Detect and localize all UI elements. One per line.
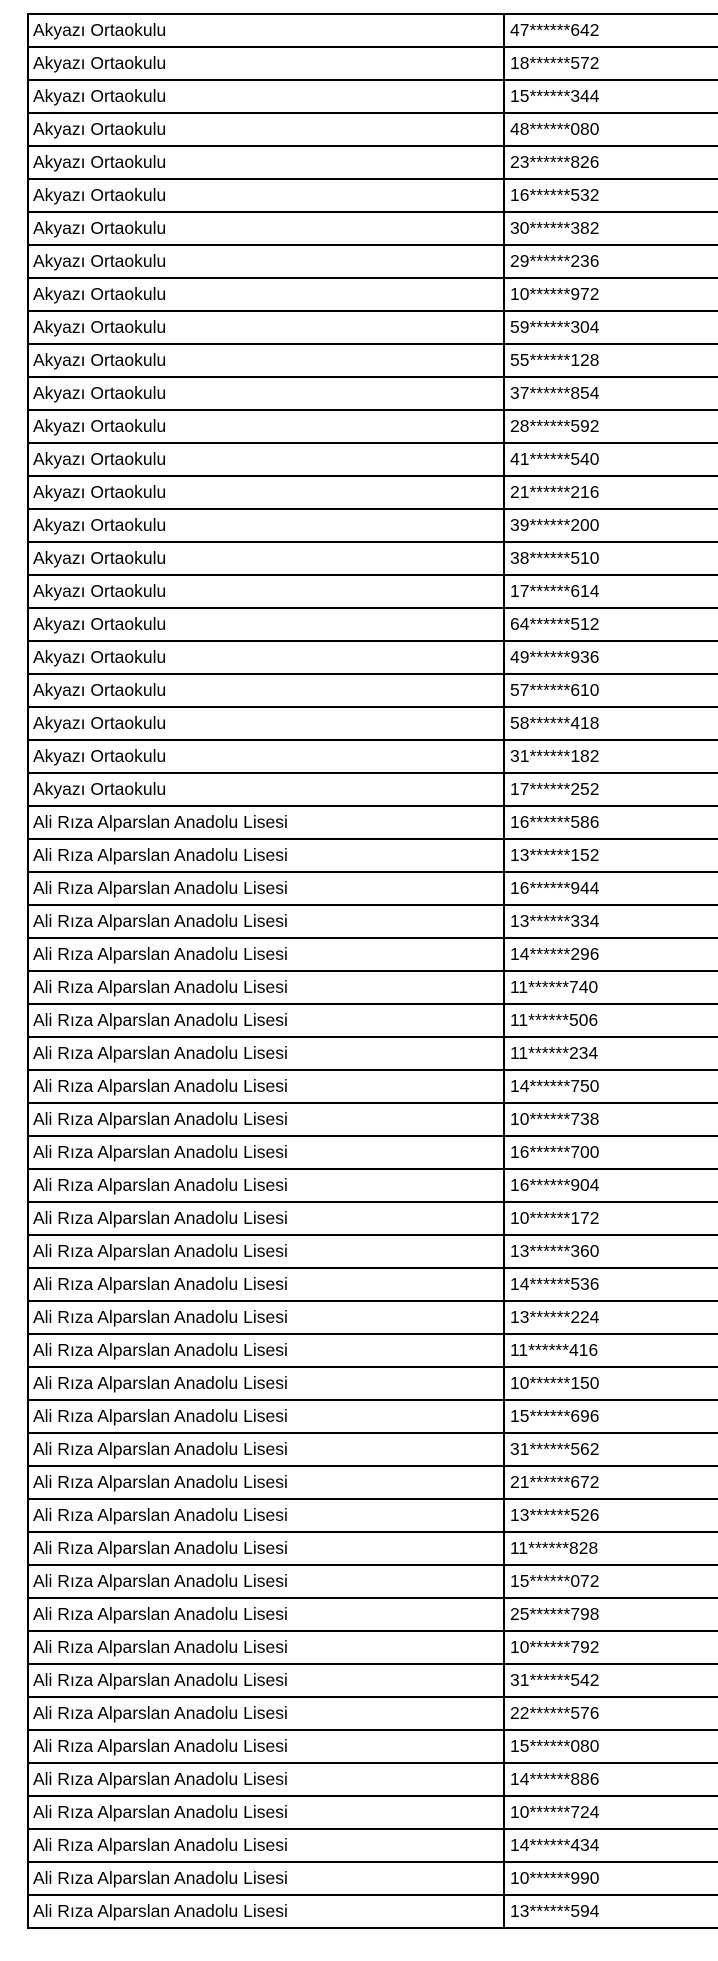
school-name-cell: Akyazı Ortaokulu <box>28 707 504 740</box>
masked-id-cell: 17******252 <box>504 773 718 806</box>
table-row <box>28 1664 718 1697</box>
school-name-cell: Akyazı Ortaokulu <box>28 641 504 674</box>
masked-id-cell: 14******434 <box>504 1829 718 1862</box>
school-name-cell: Akyazı Ortaokulu <box>28 146 504 179</box>
masked-id-cell: 10******990 <box>504 1862 718 1895</box>
table-row <box>28 1499 718 1532</box>
school-name-cell: Akyazı Ortaokulu <box>28 674 504 707</box>
table-body <box>28 14 718 1928</box>
table-row <box>28 146 718 179</box>
masked-id-cell: 14******750 <box>504 1070 718 1103</box>
masked-id-cell: 14******536 <box>504 1268 718 1301</box>
masked-id-cell: 11******506 <box>504 1004 718 1037</box>
table-row <box>28 839 718 872</box>
masked-id-cell: 10******172 <box>504 1202 718 1235</box>
table-row <box>28 1796 718 1829</box>
school-name-cell: Akyazı Ortaokulu <box>28 212 504 245</box>
table-row <box>28 1037 718 1070</box>
masked-id-cell: 15******072 <box>504 1565 718 1598</box>
masked-id-cell: 15******080 <box>504 1730 718 1763</box>
masked-id-cell: 16******904 <box>504 1169 718 1202</box>
masked-id-cell: 15******696 <box>504 1400 718 1433</box>
masked-id-cell: 55******128 <box>504 344 718 377</box>
school-name-cell: Ali Rıza Alparslan Anadolu Lisesi <box>28 1202 504 1235</box>
masked-id-cell: 28******592 <box>504 410 718 443</box>
masked-id-cell: 11******234 <box>504 1037 718 1070</box>
school-name-cell: Ali Rıza Alparslan Anadolu Lisesi <box>28 905 504 938</box>
school-name-cell: Ali Rıza Alparslan Anadolu Lisesi <box>28 1730 504 1763</box>
masked-id-cell: 16******944 <box>504 872 718 905</box>
table-row <box>28 410 718 443</box>
table-row <box>28 80 718 113</box>
table-row <box>28 1532 718 1565</box>
table-row <box>28 1829 718 1862</box>
masked-id-cell: 31******542 <box>504 1664 718 1697</box>
masked-id-cell: 41******540 <box>504 443 718 476</box>
school-name-cell: Akyazı Ortaokulu <box>28 740 504 773</box>
masked-id-cell: 29******236 <box>504 245 718 278</box>
table-row <box>28 1235 718 1268</box>
school-name-cell: Ali Rıza Alparslan Anadolu Lisesi <box>28 1796 504 1829</box>
masked-id-cell: 10******792 <box>504 1631 718 1664</box>
school-name-cell: Ali Rıza Alparslan Anadolu Lisesi <box>28 1631 504 1664</box>
table-row <box>28 14 718 47</box>
masked-id-cell: 16******586 <box>504 806 718 839</box>
masked-id-cell: 13******526 <box>504 1499 718 1532</box>
school-name-cell: Ali Rıza Alparslan Anadolu Lisesi <box>28 872 504 905</box>
masked-id-cell: 25******798 <box>504 1598 718 1631</box>
table-row <box>28 1136 718 1169</box>
table-row <box>28 1268 718 1301</box>
table-row <box>28 905 718 938</box>
table-row <box>28 212 718 245</box>
school-name-cell: Akyazı Ortaokulu <box>28 278 504 311</box>
school-name-cell: Ali Rıza Alparslan Anadolu Lisesi <box>28 1532 504 1565</box>
school-name-cell: Akyazı Ortaokulu <box>28 179 504 212</box>
school-name-cell: Akyazı Ortaokulu <box>28 245 504 278</box>
table-row <box>28 344 718 377</box>
table-row <box>28 1598 718 1631</box>
school-id-table <box>27 13 718 1929</box>
table-row <box>28 1004 718 1037</box>
table-row <box>28 773 718 806</box>
masked-id-cell: 16******532 <box>504 179 718 212</box>
table-row <box>28 608 718 641</box>
masked-id-cell: 47******642 <box>504 14 718 47</box>
table-row <box>28 1730 718 1763</box>
table-row <box>28 1070 718 1103</box>
table-row <box>28 47 718 80</box>
school-name-cell: Ali Rıza Alparslan Anadolu Lisesi <box>28 1070 504 1103</box>
masked-id-cell: 10******150 <box>504 1367 718 1400</box>
table-row <box>28 179 718 212</box>
masked-id-cell: 18******572 <box>504 47 718 80</box>
table-row <box>28 1631 718 1664</box>
table-row <box>28 641 718 674</box>
school-name-cell: Ali Rıza Alparslan Anadolu Lisesi <box>28 1169 504 1202</box>
table-row <box>28 377 718 410</box>
table-row <box>28 113 718 146</box>
masked-id-cell: 31******562 <box>504 1433 718 1466</box>
table-row <box>28 740 718 773</box>
school-name-cell: Ali Rıza Alparslan Anadolu Lisesi <box>28 1598 504 1631</box>
masked-id-cell: 14******886 <box>504 1763 718 1796</box>
masked-id-cell: 21******672 <box>504 1466 718 1499</box>
table-row <box>28 1400 718 1433</box>
table-row <box>28 278 718 311</box>
table-row <box>28 707 718 740</box>
school-name-cell: Ali Rıza Alparslan Anadolu Lisesi <box>28 1301 504 1334</box>
masked-id-cell: 10******738 <box>504 1103 718 1136</box>
school-name-cell: Ali Rıza Alparslan Anadolu Lisesi <box>28 1268 504 1301</box>
school-name-cell: Ali Rıza Alparslan Anadolu Lisesi <box>28 1103 504 1136</box>
school-name-cell: Ali Rıza Alparslan Anadolu Lisesi <box>28 1235 504 1268</box>
school-name-cell: Akyazı Ortaokulu <box>28 14 504 47</box>
masked-id-cell: 11******828 <box>504 1532 718 1565</box>
masked-id-cell: 58******418 <box>504 707 718 740</box>
masked-id-cell: 64******512 <box>504 608 718 641</box>
school-name-cell: Akyazı Ortaokulu <box>28 311 504 344</box>
school-name-cell: Akyazı Ortaokulu <box>28 608 504 641</box>
table-row <box>28 1565 718 1598</box>
masked-id-cell: 49******936 <box>504 641 718 674</box>
masked-id-cell: 23******826 <box>504 146 718 179</box>
table-row <box>28 872 718 905</box>
masked-id-cell: 14******296 <box>504 938 718 971</box>
table-row <box>28 806 718 839</box>
school-name-cell: Akyazı Ortaokulu <box>28 773 504 806</box>
masked-id-cell: 13******152 <box>504 839 718 872</box>
table-row <box>28 1862 718 1895</box>
table-row <box>28 509 718 542</box>
school-name-cell: Ali Rıza Alparslan Anadolu Lisesi <box>28 1565 504 1598</box>
masked-id-cell: 22******576 <box>504 1697 718 1730</box>
masked-id-cell: 57******610 <box>504 674 718 707</box>
table-row <box>28 542 718 575</box>
table-row <box>28 674 718 707</box>
table-row <box>28 971 718 1004</box>
school-name-cell: Akyazı Ortaokulu <box>28 410 504 443</box>
school-name-cell: Ali Rıza Alparslan Anadolu Lisesi <box>28 1334 504 1367</box>
school-name-cell: Akyazı Ortaokulu <box>28 476 504 509</box>
school-name-cell: Ali Rıza Alparslan Anadolu Lisesi <box>28 839 504 872</box>
school-name-cell: Akyazı Ortaokulu <box>28 575 504 608</box>
masked-id-cell: 37******854 <box>504 377 718 410</box>
school-name-cell: Akyazı Ortaokulu <box>28 80 504 113</box>
table-row <box>28 1763 718 1796</box>
school-name-cell: Akyazı Ortaokulu <box>28 377 504 410</box>
school-name-cell: Ali Rıza Alparslan Anadolu Lisesi <box>28 1895 504 1928</box>
school-name-cell: Ali Rıza Alparslan Anadolu Lisesi <box>28 1829 504 1862</box>
school-name-cell: Akyazı Ortaokulu <box>28 542 504 575</box>
school-name-cell: Ali Rıza Alparslan Anadolu Lisesi <box>28 1697 504 1730</box>
masked-id-cell: 10******724 <box>504 1796 718 1829</box>
table-row <box>28 1103 718 1136</box>
school-name-cell: Akyazı Ortaokulu <box>28 47 504 80</box>
school-name-cell: Ali Rıza Alparslan Anadolu Lisesi <box>28 1763 504 1796</box>
table-row <box>28 245 718 278</box>
table-row <box>28 1433 718 1466</box>
school-name-cell: Akyazı Ortaokulu <box>28 113 504 146</box>
school-name-cell: Akyazı Ortaokulu <box>28 443 504 476</box>
table-row <box>28 443 718 476</box>
school-name-cell: Ali Rıza Alparslan Anadolu Lisesi <box>28 1499 504 1532</box>
school-name-cell: Ali Rıza Alparslan Anadolu Lisesi <box>28 1466 504 1499</box>
table-row <box>28 311 718 344</box>
school-name-cell: Ali Rıza Alparslan Anadolu Lisesi <box>28 1433 504 1466</box>
school-name-cell: Ali Rıza Alparslan Anadolu Lisesi <box>28 806 504 839</box>
school-name-cell: Ali Rıza Alparslan Anadolu Lisesi <box>28 971 504 1004</box>
table-row <box>28 1466 718 1499</box>
masked-id-cell: 30******382 <box>504 212 718 245</box>
masked-id-cell: 21******216 <box>504 476 718 509</box>
masked-id-cell: 15******344 <box>504 80 718 113</box>
masked-id-cell: 16******700 <box>504 1136 718 1169</box>
masked-id-cell: 13******594 <box>504 1895 718 1928</box>
school-name-cell: Ali Rıza Alparslan Anadolu Lisesi <box>28 1136 504 1169</box>
school-name-cell: Ali Rıza Alparslan Anadolu Lisesi <box>28 1004 504 1037</box>
table-row <box>28 1202 718 1235</box>
table-row <box>28 575 718 608</box>
table-row <box>28 938 718 971</box>
school-name-cell: Akyazı Ortaokulu <box>28 344 504 377</box>
masked-id-cell: 10******972 <box>504 278 718 311</box>
table-row <box>28 1697 718 1730</box>
school-name-cell: Ali Rıza Alparslan Anadolu Lisesi <box>28 1037 504 1070</box>
masked-id-cell: 48******080 <box>504 113 718 146</box>
masked-id-cell: 11******416 <box>504 1334 718 1367</box>
masked-id-cell: 38******510 <box>504 542 718 575</box>
masked-id-cell: 11******740 <box>504 971 718 1004</box>
masked-id-cell: 13******360 <box>504 1235 718 1268</box>
school-name-cell: Akyazı Ortaokulu <box>28 509 504 542</box>
table-row <box>28 1301 718 1334</box>
masked-id-cell: 59******304 <box>504 311 718 344</box>
masked-id-cell: 17******614 <box>504 575 718 608</box>
table-row <box>28 1895 718 1928</box>
school-name-cell: Ali Rıza Alparslan Anadolu Lisesi <box>28 1664 504 1697</box>
table-row <box>28 1334 718 1367</box>
table-row <box>28 1169 718 1202</box>
school-name-cell: Ali Rıza Alparslan Anadolu Lisesi <box>28 1400 504 1433</box>
table-row <box>28 476 718 509</box>
masked-id-cell: 31******182 <box>504 740 718 773</box>
masked-id-cell: 13******224 <box>504 1301 718 1334</box>
masked-id-cell: 13******334 <box>504 905 718 938</box>
school-name-cell: Ali Rıza Alparslan Anadolu Lisesi <box>28 1367 504 1400</box>
school-name-cell: Ali Rıza Alparslan Anadolu Lisesi <box>28 1862 504 1895</box>
masked-id-cell: 39******200 <box>504 509 718 542</box>
table-row <box>28 1367 718 1400</box>
school-name-cell: Ali Rıza Alparslan Anadolu Lisesi <box>28 938 504 971</box>
